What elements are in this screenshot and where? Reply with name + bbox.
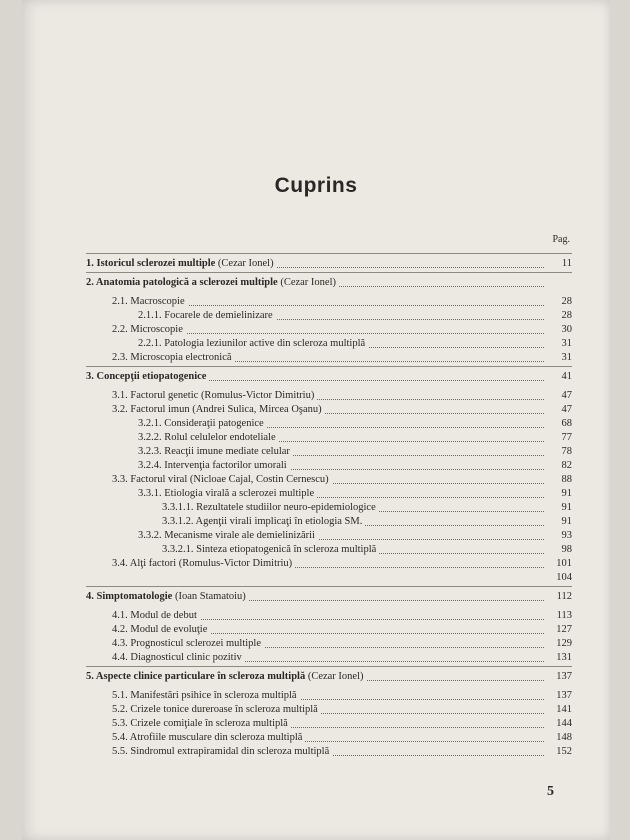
toc-entry-label: 4.2. Modul de evoluţie	[112, 624, 208, 635]
page-column-header: Pag.	[552, 234, 570, 245]
page-title: Cuprins	[274, 174, 358, 197]
toc-entry	[22, 295, 610, 309]
toc-entry	[22, 571, 610, 585]
toc-page-number: 104	[556, 572, 572, 583]
toc-entry	[22, 389, 610, 403]
toc-page-number: 148	[556, 732, 572, 743]
toc-entry-title	[112, 323, 186, 337]
toc-entry-label: 3.3.1.1. Rezultatele studiilor neuro-epidemiologice	[162, 502, 376, 513]
toc-entry-title	[138, 487, 317, 501]
toc-entry-title	[112, 295, 188, 309]
toc-entry-title	[138, 337, 368, 351]
toc-entry-title	[138, 459, 290, 473]
toc-page-number: 30	[561, 324, 572, 335]
toc-chapter	[22, 257, 610, 271]
toc-entry-label: 3.3. Factorul viral	[112, 474, 188, 485]
toc-entry-label: 4.4. Diagnosticul clinic pozitiv	[112, 652, 242, 663]
toc-entry-title	[112, 717, 291, 731]
toc-entry	[22, 403, 610, 417]
toc-entry	[22, 445, 610, 459]
toc-entry	[22, 515, 610, 529]
toc-entry-title	[112, 557, 295, 571]
toc-entry	[22, 501, 610, 515]
toc-entry-label: 5.1. Manifestări psihice în scleroza multiplă	[112, 690, 297, 701]
toc-chapter	[22, 276, 610, 290]
toc-entry-label: 5. Aspecte clinice particulare în scleroza multiplă	[86, 671, 306, 682]
toc-entry	[22, 529, 610, 543]
toc-page-number: 47	[561, 404, 572, 415]
toc-entry	[22, 703, 610, 717]
page-number: 5	[547, 784, 554, 799]
toc-entry-title	[112, 473, 332, 487]
toc-entry-author: (Nicloae Cajal, Costin Cernescu)	[187, 474, 329, 485]
toc-page-number: 141	[556, 704, 572, 715]
toc-entry-label: 3. Concepţii etiopatogenice	[86, 371, 207, 382]
toc-entry-title	[112, 703, 321, 717]
toc-entry-label: 3.2.4. Intervenţia factorilor umorali	[138, 460, 287, 471]
toc-entry-label: 2.2. Microscopie	[112, 324, 183, 335]
toc-entry-title	[112, 403, 325, 417]
toc-entry	[22, 487, 610, 501]
toc-entry-title	[112, 651, 245, 665]
toc-page-number: 152	[556, 746, 572, 757]
toc-entry	[22, 323, 610, 337]
toc-page-number: 101	[556, 558, 572, 569]
toc-entry-title	[86, 257, 277, 271]
toc-chapter	[22, 590, 610, 604]
toc-page-number: 91	[561, 502, 572, 513]
toc-entry-title	[86, 370, 209, 384]
toc-entry-label: 2.1. Macroscopie	[112, 296, 185, 307]
toc-page-number: 137	[556, 690, 572, 701]
toc-page-number: 47	[561, 390, 572, 401]
toc-entry	[22, 473, 610, 487]
toc-page-number: 127	[556, 624, 572, 635]
toc-entry	[22, 557, 610, 571]
toc-entry-label: 5.3. Crizele comiţiale în scleroza multiplă	[112, 718, 288, 729]
toc-entry-label: 3.2. Factorul imun	[112, 404, 190, 415]
toc-entry-title	[138, 417, 267, 431]
toc-page-number: 129	[556, 638, 572, 649]
toc-entry	[22, 417, 610, 431]
toc-leader-dots	[132, 305, 544, 306]
toc-entry	[22, 351, 610, 365]
toc-entry-title	[112, 609, 200, 623]
toc-entry-title	[112, 731, 305, 745]
toc-entry-label: 3.3.1.2. Agenţii virali implicaţi în etiologia SM.	[162, 516, 363, 527]
toc-entry	[22, 637, 610, 651]
toc-entry-title	[112, 745, 332, 759]
toc-page-number: 144	[556, 718, 572, 729]
toc-entry-label: 3.4. Alţi factori	[112, 558, 177, 569]
toc-entry-title	[112, 351, 235, 365]
toc-entry-author: (Andrei Sulica, Mircea Oşanu)	[189, 404, 322, 415]
toc-page-number: 137	[556, 671, 572, 682]
toc-entry-title	[138, 431, 279, 445]
toc-entry	[22, 337, 610, 351]
chapter-divider	[86, 272, 572, 273]
toc-page-number: 113	[556, 610, 572, 621]
toc-entry-label: 3.2.2. Rolul celulelor endoteliale	[138, 432, 276, 443]
toc-page-number: 131	[556, 652, 572, 663]
toc-entry-title	[86, 590, 249, 604]
toc-entry-author: (Romulus-Victor Dimitriu)	[198, 390, 315, 401]
toc-entry-label: 4. Simptomatologie	[86, 591, 173, 602]
toc-page-number: 98	[561, 544, 572, 555]
toc-page-number: 41	[561, 371, 572, 382]
toc-entry-label: 5.5. Sindromul extrapiramidal din scleroza multiplă	[112, 746, 330, 757]
toc-entry	[22, 309, 610, 323]
toc-chapter	[22, 370, 610, 384]
toc-entry-title	[112, 637, 264, 651]
toc-entry	[22, 623, 610, 637]
toc-entry	[22, 745, 610, 759]
toc-entry-title	[138, 529, 318, 543]
toc-entry-title	[112, 389, 317, 403]
toc-chapter	[22, 670, 610, 684]
toc-entry-label: 2.2.1. Patologia leziunilor active din scleroza multiplă	[138, 338, 366, 349]
chapter-divider	[86, 253, 572, 254]
chapter-divider	[86, 586, 572, 587]
toc-entry-label: 3.3.2.1. Sinteza etiopatogenică în scleroza multiplă	[162, 544, 377, 555]
toc-page-number: 91	[561, 516, 572, 527]
toc-page-number: 31	[561, 352, 572, 363]
toc-entry-title	[112, 623, 210, 637]
toc-page-number: 11	[561, 258, 572, 269]
toc-entry-author: (Romulus-Victor Dimitriu)	[176, 558, 293, 569]
toc-entry-author: (Ioan Stamatoiu)	[172, 591, 246, 602]
toc-page-number: 28	[561, 310, 572, 321]
toc-entry-title	[162, 515, 365, 529]
toc-page-number: 68	[561, 418, 572, 429]
toc-leader-dots	[132, 333, 544, 334]
toc-page-number: 82	[561, 460, 572, 471]
toc-entry	[22, 459, 610, 473]
toc-entry-label: 3.3.1. Etiologia virală a sclerozei multiple	[138, 488, 315, 499]
toc-entry-label: 3.3.2. Mecanisme virale ale demielinizării	[138, 530, 315, 541]
toc-page-number: 28	[561, 296, 572, 307]
toc-entry-label: 3.1. Factorul genetic	[112, 390, 199, 401]
toc-entry-title	[138, 445, 293, 459]
toc-entry	[22, 731, 610, 745]
toc-entry	[22, 431, 610, 445]
toc-page-number: 78	[561, 446, 572, 457]
toc-page-number: 88	[561, 474, 572, 485]
toc-entry-author: (Cezar Ionel)	[305, 671, 364, 682]
chapter-divider	[86, 366, 572, 367]
toc-entry-title	[112, 689, 300, 703]
toc-entry-author: (Cezar Ionel)	[215, 258, 274, 269]
toc-entry-label: 1. Istoricul sclerozei multiple	[86, 258, 216, 269]
toc-entry	[22, 689, 610, 703]
toc-entry-title	[138, 309, 276, 323]
toc-page-number: 77	[561, 432, 572, 443]
toc-page-number: 93	[561, 530, 572, 541]
chapter-divider	[86, 666, 572, 667]
toc-entry-title	[162, 501, 379, 515]
toc-entry-label: 4.3. Prognosticul sclerozei multiple	[112, 638, 262, 649]
toc-entry-label: 5.4. Atrofiile musculare din scleroza multiplă	[112, 732, 303, 743]
toc-entry-label: 3.2.3. Reacţii imune mediate celular	[138, 446, 290, 457]
toc-entry	[22, 651, 610, 665]
toc-entry-label: 2.1.1. Focarele de demielinizare	[138, 310, 273, 321]
toc-page-number: 112	[556, 591, 572, 602]
toc-page-number: 91	[561, 488, 572, 499]
toc-entry-label: 2.3. Microscopia electronică	[112, 352, 232, 363]
toc-entry-label: 2. Anatomia patologică a sclerozei multiple	[86, 277, 278, 288]
toc-entry	[22, 543, 610, 557]
toc-entry-label: 5.2. Crizele tonice dureroase în scleroza multiplă	[112, 704, 318, 715]
toc-entry-title	[86, 670, 367, 684]
toc-entry	[22, 609, 610, 623]
toc-entry-title	[162, 543, 379, 557]
toc-page-number: 31	[561, 338, 572, 349]
book-page	[22, 0, 610, 840]
toc-entry-label: 4.1. Modul de debut	[112, 610, 197, 621]
toc-entry	[22, 717, 610, 731]
toc-entry-title	[86, 276, 339, 290]
toc-entry-author: (Cezar Ionel)	[277, 277, 337, 288]
toc-entry-label: 3.2.1. Consideraţii patogenice	[138, 418, 264, 429]
